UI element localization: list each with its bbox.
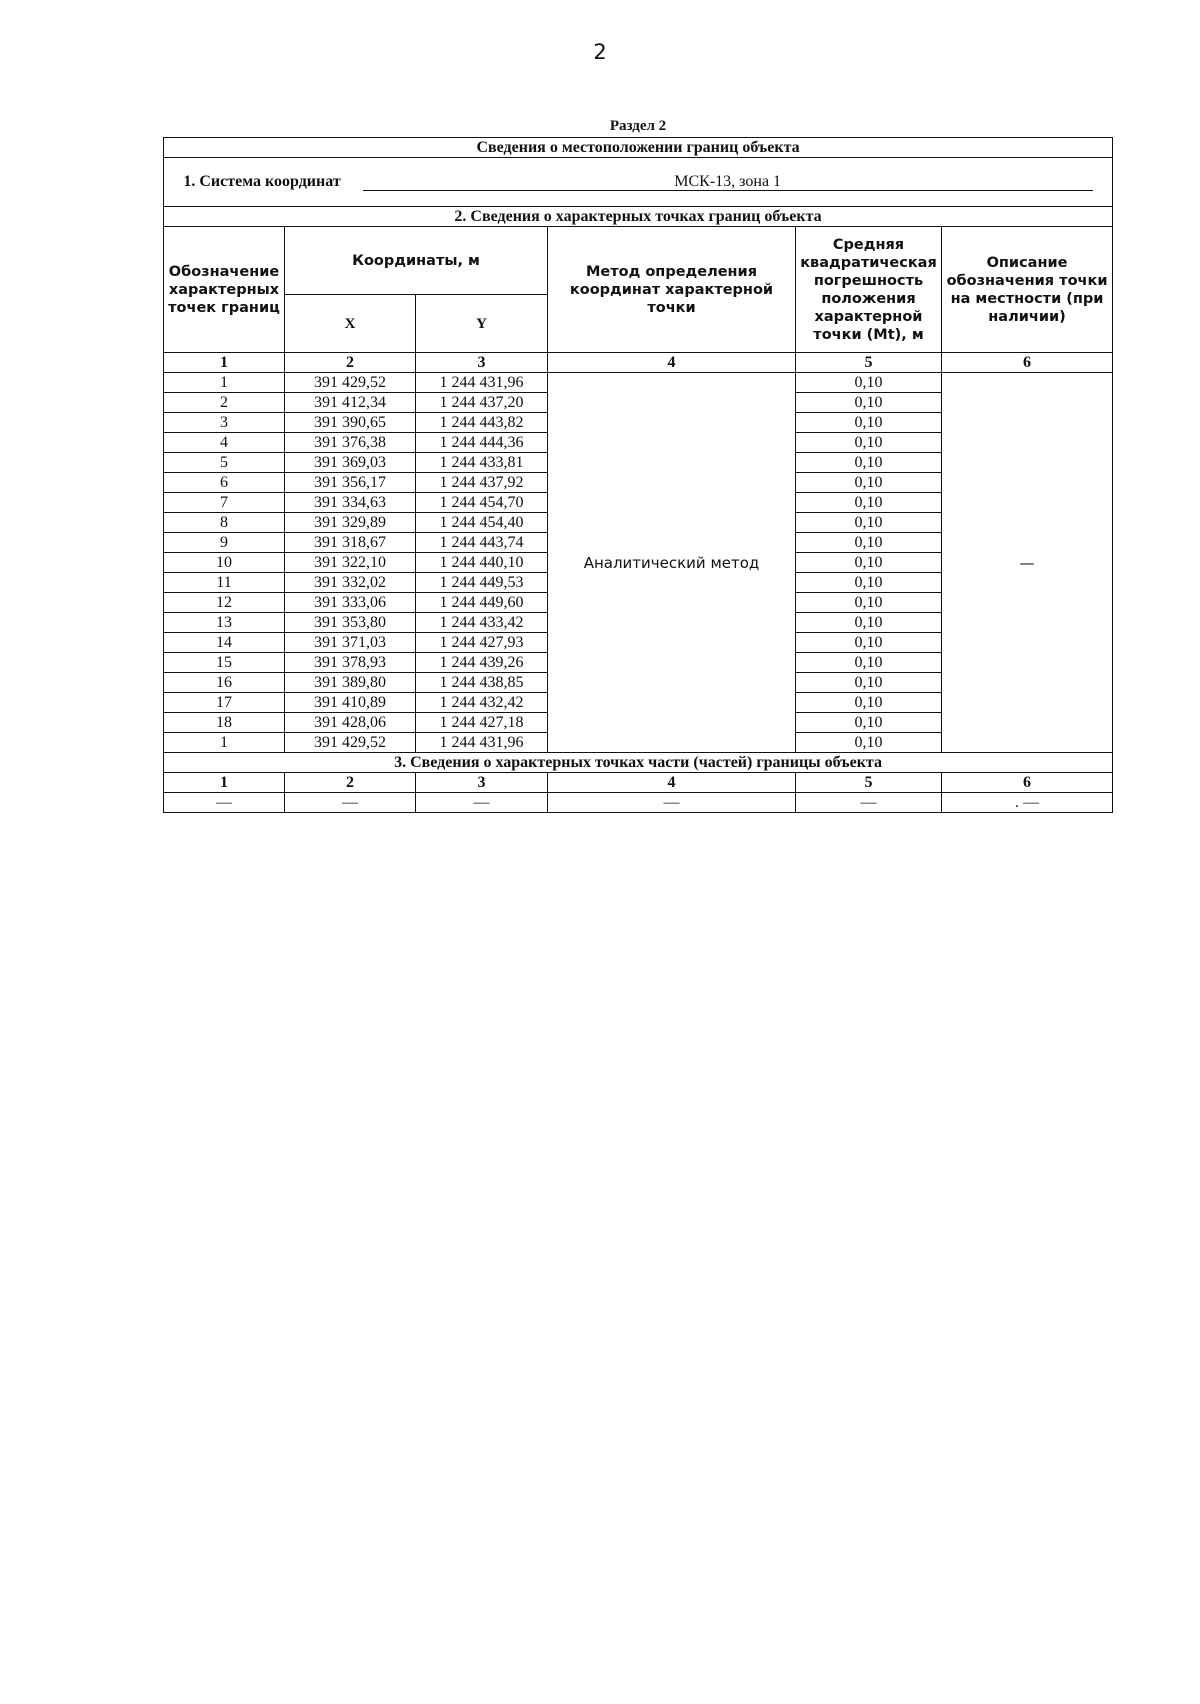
description-value: — xyxy=(942,373,1113,753)
point-number: 5 xyxy=(164,453,285,473)
point-error: 0,10 xyxy=(796,653,942,673)
point-number: 2 xyxy=(164,393,285,413)
point-x: 391 333,06 xyxy=(285,593,416,613)
point-error: 0,10 xyxy=(796,373,942,393)
point-y: 1 244 433,81 xyxy=(416,453,548,473)
table-title-row xyxy=(164,138,1113,158)
point-y: 1 244 427,93 xyxy=(416,633,548,653)
point-number: 18 xyxy=(164,713,285,733)
point-x: 391 329,89 xyxy=(285,513,416,533)
point-number: 6 xyxy=(164,473,285,493)
point-number: 4 xyxy=(164,433,285,453)
parts-column-number-row xyxy=(164,773,1113,793)
point-y: 1 244 444,36 xyxy=(416,433,548,453)
header-designation: Обозначение характерных точек границ xyxy=(164,227,285,353)
table-title: Сведения о местоположении границ объекта xyxy=(164,138,1113,158)
point-x: 391 376,38 xyxy=(285,433,416,453)
point-y: 1 244 449,60 xyxy=(416,593,548,613)
point-x: 391 322,10 xyxy=(285,553,416,573)
coordinate-system-cell xyxy=(164,158,1113,207)
point-x: 391 378,93 xyxy=(285,653,416,673)
point-error: 0,10 xyxy=(796,513,942,533)
point-error: 0,10 xyxy=(796,533,942,553)
page-number: 2 xyxy=(593,40,607,64)
point-x: 391 369,03 xyxy=(285,453,416,473)
point-x: 391 371,03 xyxy=(285,633,416,653)
parts-cell: — xyxy=(164,793,285,813)
parts-cell: . — xyxy=(942,793,1113,813)
point-error: 0,10 xyxy=(796,633,942,653)
column-number: 5 xyxy=(796,353,942,373)
point-error: 0,10 xyxy=(796,453,942,473)
point-number: 12 xyxy=(164,593,285,613)
table-row xyxy=(164,793,1113,813)
header-y: Y xyxy=(416,295,548,353)
point-number: 16 xyxy=(164,673,285,693)
point-x: 391 334,63 xyxy=(285,493,416,513)
parts-cell: — xyxy=(548,793,796,813)
point-error: 0,10 xyxy=(796,553,942,573)
boundary-table xyxy=(163,137,1113,813)
coordinate-system-label: 1. Система координат xyxy=(183,173,341,190)
point-x: 391 353,80 xyxy=(285,613,416,633)
parts-cell: — xyxy=(796,793,942,813)
point-x: 391 332,02 xyxy=(285,573,416,593)
header-coordinates: Координаты, м xyxy=(285,227,548,295)
point-error: 0,10 xyxy=(796,473,942,493)
point-x: 391 429,52 xyxy=(285,733,416,753)
point-y: 1 244 449,53 xyxy=(416,573,548,593)
point-number: 7 xyxy=(164,493,285,513)
point-y: 1 244 431,96 xyxy=(416,733,548,753)
point-number: 13 xyxy=(164,613,285,633)
column-number: 6 xyxy=(942,353,1113,373)
column-number: 3 xyxy=(416,353,548,373)
point-error: 0,10 xyxy=(796,433,942,453)
method-value: Аналитический метод xyxy=(548,373,796,753)
point-y: 1 244 432,42 xyxy=(416,693,548,713)
point-y: 1 244 443,74 xyxy=(416,533,548,553)
column-number: 1 xyxy=(164,353,285,373)
column-number: 6 xyxy=(942,773,1113,793)
column-number: 2 xyxy=(285,773,416,793)
table-row xyxy=(164,373,1113,393)
section-title: Раздел 2 xyxy=(609,118,667,134)
point-error: 0,10 xyxy=(796,593,942,613)
point-number: 14 xyxy=(164,633,285,653)
point-x: 391 356,17 xyxy=(285,473,416,493)
point-number: 15 xyxy=(164,653,285,673)
point-x: 391 412,34 xyxy=(285,393,416,413)
parts-section-title-row xyxy=(164,753,1113,773)
header-error: Средняя квадратическая погрешность положения характерной точки (Mt), м xyxy=(796,227,942,353)
point-number: 11 xyxy=(164,573,285,593)
point-x: 391 429,52 xyxy=(285,373,416,393)
point-error: 0,10 xyxy=(796,493,942,513)
header-description: Описание обозначения точки на местности (при наличии) xyxy=(942,227,1113,353)
point-error: 0,10 xyxy=(796,393,942,413)
point-y: 1 244 454,40 xyxy=(416,513,548,533)
header-x: X xyxy=(285,295,416,353)
parts-cell: — xyxy=(285,793,416,813)
point-error: 0,10 xyxy=(796,733,942,753)
point-y: 1 244 439,26 xyxy=(416,653,548,673)
points-section-title: 2. Сведения о характерных точках границ объекта xyxy=(164,207,1113,227)
point-number: 8 xyxy=(164,513,285,533)
point-error: 0,10 xyxy=(796,613,942,633)
point-error: 0,10 xyxy=(796,673,942,693)
column-number: 4 xyxy=(548,353,796,373)
point-y: 1 244 454,70 xyxy=(416,493,548,513)
column-number: 5 xyxy=(796,773,942,793)
column-number: 4 xyxy=(548,773,796,793)
header-row-top xyxy=(164,227,1113,295)
point-number: 1 xyxy=(164,733,285,753)
point-x: 391 390,65 xyxy=(285,413,416,433)
column-number-row xyxy=(164,353,1113,373)
point-number: 9 xyxy=(164,533,285,553)
point-x: 391 410,89 xyxy=(285,693,416,713)
column-number: 1 xyxy=(164,773,285,793)
header-method: Метод определения координат характерной точки xyxy=(548,227,796,353)
point-error: 0,10 xyxy=(796,413,942,433)
parts-section-title: 3. Сведения о характерных точках части (частей) границы объекта xyxy=(164,753,1113,773)
point-x: 391 318,67 xyxy=(285,533,416,553)
point-error: 0,10 xyxy=(796,693,942,713)
point-error: 0,10 xyxy=(796,713,942,733)
point-y: 1 244 431,96 xyxy=(416,373,548,393)
point-number: 3 xyxy=(164,413,285,433)
point-y: 1 244 438,85 xyxy=(416,673,548,693)
point-y: 1 244 443,82 xyxy=(416,413,548,433)
point-y: 1 244 433,42 xyxy=(416,613,548,633)
coordinate-system-row xyxy=(164,158,1113,207)
point-number: 10 xyxy=(164,553,285,573)
column-number: 2 xyxy=(285,353,416,373)
column-number: 3 xyxy=(416,773,548,793)
point-number: 17 xyxy=(164,693,285,713)
point-y: 1 244 437,20 xyxy=(416,393,548,413)
point-x: 391 389,80 xyxy=(285,673,416,693)
point-y: 1 244 437,92 xyxy=(416,473,548,493)
point-error: 0,10 xyxy=(796,573,942,593)
point-y: 1 244 440,10 xyxy=(416,553,548,573)
point-number: 1 xyxy=(164,373,285,393)
point-x: 391 428,06 xyxy=(285,713,416,733)
coordinate-system-value: МСК-13, зона 1 xyxy=(363,173,1093,191)
parts-cell: — xyxy=(416,793,548,813)
points-section-title-row xyxy=(164,207,1113,227)
point-y: 1 244 427,18 xyxy=(416,713,548,733)
